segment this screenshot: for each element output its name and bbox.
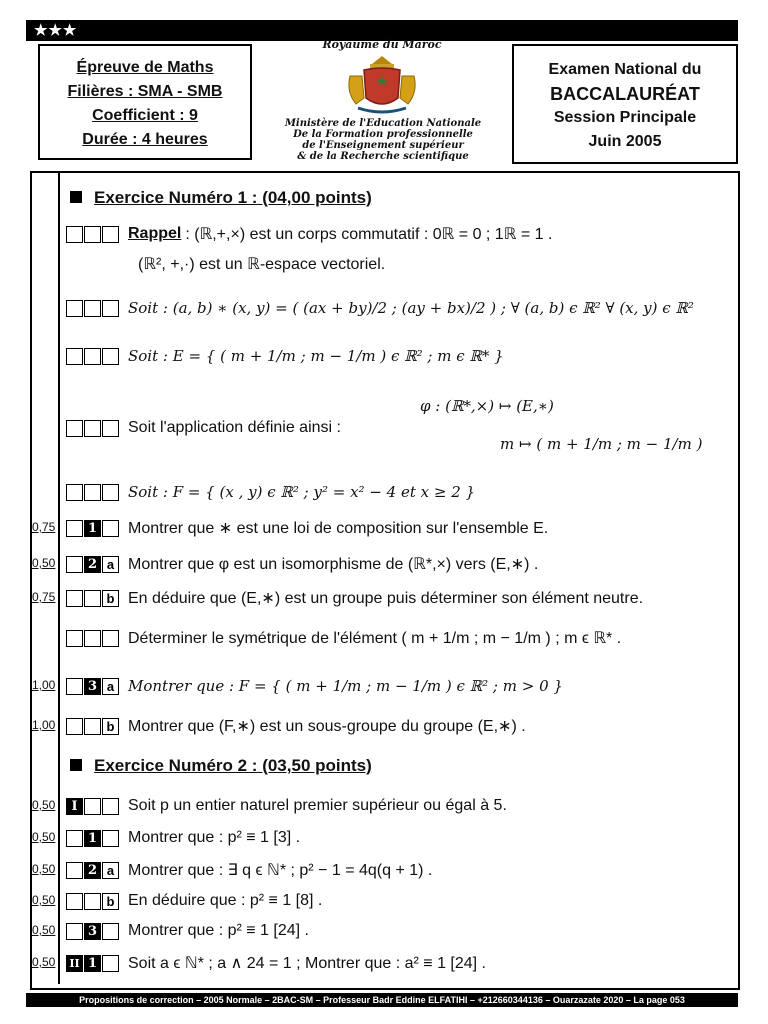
rappel-text-2: (ℝ², +,·) est un ℝ-espace vectoriel. <box>138 256 386 273</box>
points-q1: 0,75 <box>32 520 56 534</box>
ministry-line-4: & de la Recherche scientifique <box>297 151 469 162</box>
square-bullet-icon <box>70 759 82 771</box>
question-3b-row: b Montrer que (F,∗) est un sous-groupe du groupe (E,∗) . <box>66 714 526 738</box>
question-II-row: II 1 Soit a ϵ ℕ* ; a ∧ 24 = 1 ; Montrer que : a² ≡ 1 [24] . <box>66 951 486 975</box>
points-qII: 0,50 <box>32 955 56 969</box>
duration-line: Durée : 4 heures <box>82 131 208 148</box>
points-q2a: 0,50 <box>32 556 56 570</box>
points-ex2-q3: 0,50 <box>32 923 56 937</box>
ministry-line-2: De la Formation professionnelle <box>293 129 473 140</box>
ex2-question-2a-text: Montrer que : ∃ q ϵ ℕ* ; p² − 1 = 4q(q + 1) . <box>128 862 433 879</box>
royal-coat-of-arms-icon <box>342 52 422 116</box>
coefficient-line: Coefficient : 9 <box>92 107 198 124</box>
application-bottom <box>500 432 702 456</box>
points-ex2-q2a: 0,50 <box>32 862 56 876</box>
points-q3a: 1,00 <box>32 678 56 692</box>
question-II-text: Soit a ϵ ℕ* ; a ∧ 24 = 1 ; Montrer que : a² ≡ 1 [24] . <box>128 955 486 972</box>
question-2a-row: 2 a Montrer que φ est un isomorphisme de (ℝ*,×) vers (E,∗) . <box>66 552 538 576</box>
question-2b2-row <box>66 626 621 650</box>
question-3b-text: Montrer que (F,∗) est un sous-groupe du groupe (E,∗) . <box>128 718 526 735</box>
question-3a-text: Montrer que : F = { ( m + 1/m ; m − 1/m ) ϵ ℝ² ; m > 0 } <box>128 677 563 695</box>
baccalaureat-line: BACCALAURÉAT <box>550 84 700 104</box>
rappel-label: Rappel <box>128 225 182 242</box>
exam-national-line: Examen National du <box>548 61 702 78</box>
set-f-definition: Soit : F = { (x , y) ϵ ℝ² ; y² = x² − 4 et x ≥ 2 } <box>128 483 476 501</box>
page-footer: Propositions de correction – 2005 Normale – 2BAC-SM – Professeur Badr Eddine ELFATIHI – +212660344136 – Ouarzazate 2020 – La page 053 <box>26 993 738 1007</box>
session-info-box <box>512 44 738 164</box>
law-definition: Soit : (a, b) ∗ (x, y) = ( (ax + by)/2 ; (ay + bx)/2 ) ; ∀ (a, b) ϵ ℝ² ∀ (x, y) ϵ ℝ² <box>128 299 694 317</box>
kingdom-label: Royaume du Maroc <box>322 38 442 51</box>
filieres-line: Filières : SMA - SMB <box>67 83 223 100</box>
question-3a-row: 3 a Montrer que : F = { ( m + 1/m ; m − 1/m ) ϵ ℝ² ; m > 0 } <box>66 674 563 698</box>
ex2-question-1-text: Montrer que : p² ≡ 1 [3] . <box>128 829 301 846</box>
points-qI: 0,50 <box>32 798 56 812</box>
question-1-row: 1 Montrer que ∗ est une loi de composition sur l'ensemble E. <box>66 516 548 540</box>
points-q3b: 1,00 <box>32 718 56 732</box>
rappel-text: : (ℝ,+,×) est un corps commutatif : 0ℝ = 0 ; 1ℝ = 1 . <box>185 226 553 243</box>
ex2-question-1-row: 1 Montrer que : p² ≡ 1 [3] . <box>66 826 300 850</box>
application-formula: m ↦ ( m + 1/m ; m − 1/m ) <box>500 435 703 453</box>
points-ex2-q2b: 0,50 <box>32 893 56 907</box>
application-row <box>66 416 341 440</box>
question-2b-text: En déduire que (E,∗) est un groupe puis déterminer son élément neutre. <box>128 590 644 607</box>
points-ex2-q1: 0,50 <box>32 830 56 844</box>
ex2-question-2b-text: En déduire que : p² ≡ 1 [8] . <box>128 892 323 909</box>
ministry-emblem-block <box>253 34 511 164</box>
date-line: Juin 2005 <box>588 133 662 150</box>
soit-law-row <box>66 296 694 320</box>
square-bullet-icon <box>70 191 82 203</box>
soit-f-row <box>66 480 475 504</box>
question-2b-row: b En déduire que (E,∗) est un groupe puis déterminer son élément neutre. <box>66 586 643 610</box>
ex2-question-3-text: Montrer que : p² ≡ 1 [24] . <box>128 922 309 939</box>
ex2-question-2b-row: b En déduire que : p² ≡ 1 [8] . <box>66 889 322 913</box>
exam-info-box <box>38 44 252 160</box>
rappel-row <box>66 222 552 246</box>
subject-line: Épreuve de Maths <box>76 59 214 76</box>
question-1-text: Montrer que ∗ est une loi de composition sur l'ensemble E. <box>128 520 549 537</box>
ministry-label <box>273 118 493 162</box>
ex2-question-2a-row: 2 a Montrer que : ∃ q ϵ ℕ* ; p² − 1 = 4q(q + 1) . <box>66 858 432 882</box>
question-2a-text: Montrer que φ est un isomorphisme de (ℝ*,×) vers (E,∗) . <box>128 556 539 573</box>
points-column-divider <box>58 173 60 984</box>
rappel-row-2 <box>138 252 385 276</box>
points-q2b: 0,75 <box>32 590 56 604</box>
session-line: Session Principale <box>553 109 697 126</box>
application-mapping: φ : (ℝ*,×) ↦ (E,∗) <box>420 397 554 415</box>
exercise-1-title: Exercice Numéro 1 : (04,00 points) <box>70 188 372 208</box>
ministry-line-3: de l'Enseignement supérieur <box>302 140 464 151</box>
stars-mark: ★★★ <box>34 22 78 39</box>
application-top <box>420 394 554 418</box>
question-I-text: Soit p un entier naturel premier supérieur ou égal à 5. <box>128 797 507 814</box>
soit-e-row <box>66 344 504 368</box>
question-I-row: I Soit p un entier naturel premier supérieur ou égal à 5. <box>66 794 507 818</box>
set-e-definition: Soit : E = { ( m + 1/m ; m − 1/m ) ϵ ℝ² ; m ϵ ℝ* } <box>128 347 504 365</box>
question-2b2-text: Déterminer le symétrique de l'élément ( m + 1/m ; m − 1/m ) ; m ϵ ℝ* . <box>128 630 622 647</box>
application-label: Soit l'application définie ainsi : <box>128 419 341 436</box>
exercise-2-title: Exercice Numéro 2 : (03,50 points) <box>70 756 372 776</box>
ex2-question-3-row: 3 Montrer que : p² ≡ 1 [24] . <box>66 919 309 943</box>
ministry-line-1: Ministère de l'Education Nationale <box>284 118 482 129</box>
